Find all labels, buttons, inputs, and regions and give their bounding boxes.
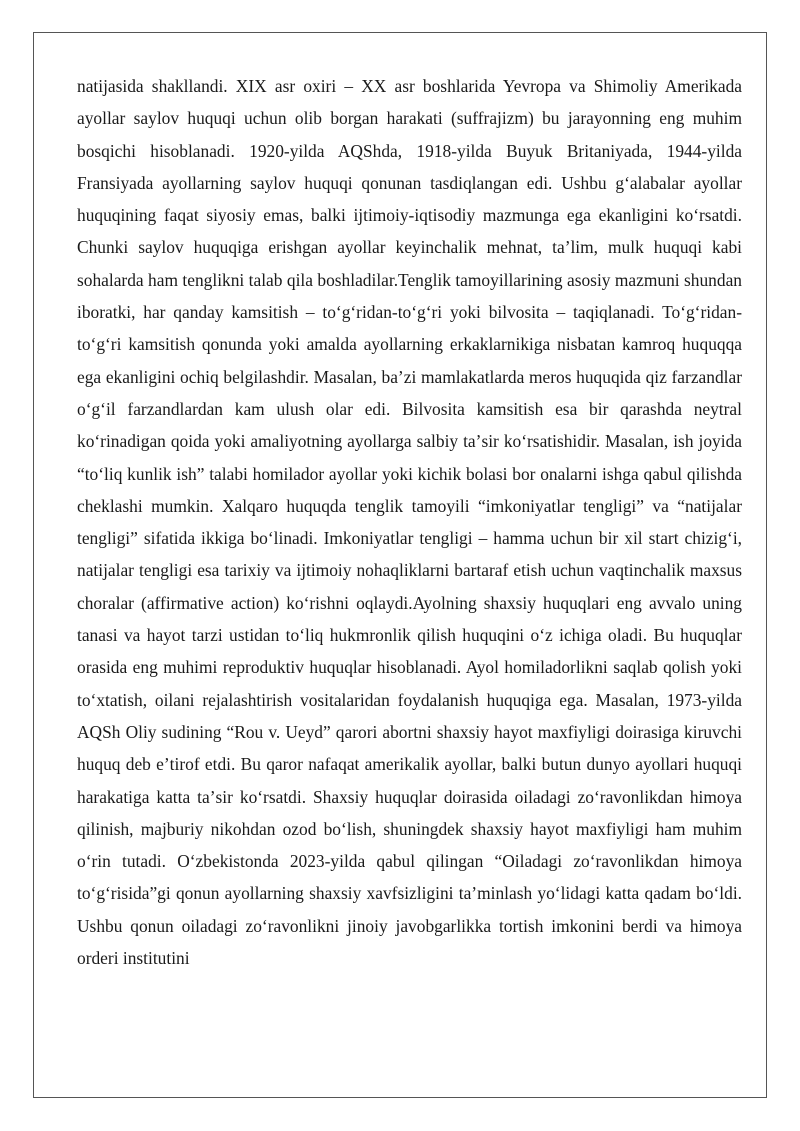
- body-paragraph: natijasida shakllandi. XIX asr oxiri – XX asr boshlarida Yevropa va Shimoliy Amerikada ayollar saylov huquqi uchun olib borgan harakati (suffrajizm) bu jarayonning eng muhim bosqichi hisoblanadi. 1920-yilda AQShda, 1918-yilda Buyuk Britaniyada, 1944-yilda Fransiyada ayollarning saylov huquqi qonunan tasdiqlangan edi. Ushbu gʻalabalar ayollar huquqining faqat siyosiy emas, balki ijtimoiy-iqtisodiy mazmunga ega ekanligini koʻrsatdi. Chunki saylov huquqiga erishgan ayollar keyinchalik mehnat, taʼlim, mulk huquqi kabi sohalarda ham tenglikni talab qila boshladilar.Tenglik tamoyillarining asosiy mazmuni shundan iboratki, har qanday kamsitish – toʻgʻridan-toʻgʻri yoki bilvosita – taqiqlanadi. Toʻgʻridan-toʻgʻri kamsitish qonunda yoki amalda ayollarning erkaklarnikiga nisbatan kamroq huquqqa ega ekanligini ochiq belgilashdir. Masalan, baʼzi mamlakatlarda meros huquqida qiz farzandlar oʻgʻil farzandlardan kam ulush olar edi. Bilvosita kamsitish esa bir qarashda neytral koʻrinadigan qoida yoki amaliyotning ayollarga salbiy taʼsir koʻrsatishidir. Masalan, ish joyida “toʻliq kunlik ish” talabi homilador ayollar yoki kichik bolasi bor onalarni ishga qabul qilishda cheklashi mumkin. Xalqaro huquqda tenglik tamoyili “imkoniyatlar tengligi” va “natijalar tengligi” sifatida ikkiga boʻlinadi. Imkoniyatlar tengligi – hamma uchun bir xil start chizigʻi, natijalar tengligi esa tarixiy va ijtimoiy nohaqliklarni bartaraf etish uchun vaqtinchalik maxsus choralar (affirmative action) koʻrishni oqlaydi.Ayolning shaxsiy huquqlari eng avvalo uning tanasi va hayot tarzi ustidan toʻliq hukmronlik qilish huquqini oʻz ichiga oladi. Bu huquqlar orasida eng muhimi reproduktiv huquqlar hisoblanadi. Ayol homiladorlikni saqlab qolish yoki toʻxtatish, oilani rejalashtirish vositalaridan foydalanish huquqiga ega. Masalan, 1973-yilda AQSh Oliy sudining “Rou v. Ueyd” qarori abortni shaxsiy hayot maxfiyligi doirasiga kiruvchi huquq deb eʼtirof etdi. Bu qaror nafaqat amerikalik ayollar, balki butun dunyo ayollari huquqi harakatiga katta taʼsir koʻrsatdi. Shaxsiy huquqlar doirasida oiladagi zoʻravonlikdan himoya qilinish, majburiy nikohdan ozod boʻlish, shuningdek shaxsiy hayot maxfiyligi ham muhim oʻrin tutadi. Oʻzbekistonda 2023-yilda qabul qilingan “Oiladagi zoʻravonlikdan himoya toʻgʻrisida”gi qonun ayollarning shaxsiy xavfsizligini taʼminlash yoʻlidagi katta qadam boʻldi. Ushbu qonun oiladagi zoʻravonlikni jinoiy javobgarlikka tortish imkonini berdi va himoya orderi institutini: [77, 76, 742, 969]
- document-body: [77, 70, 742, 974]
